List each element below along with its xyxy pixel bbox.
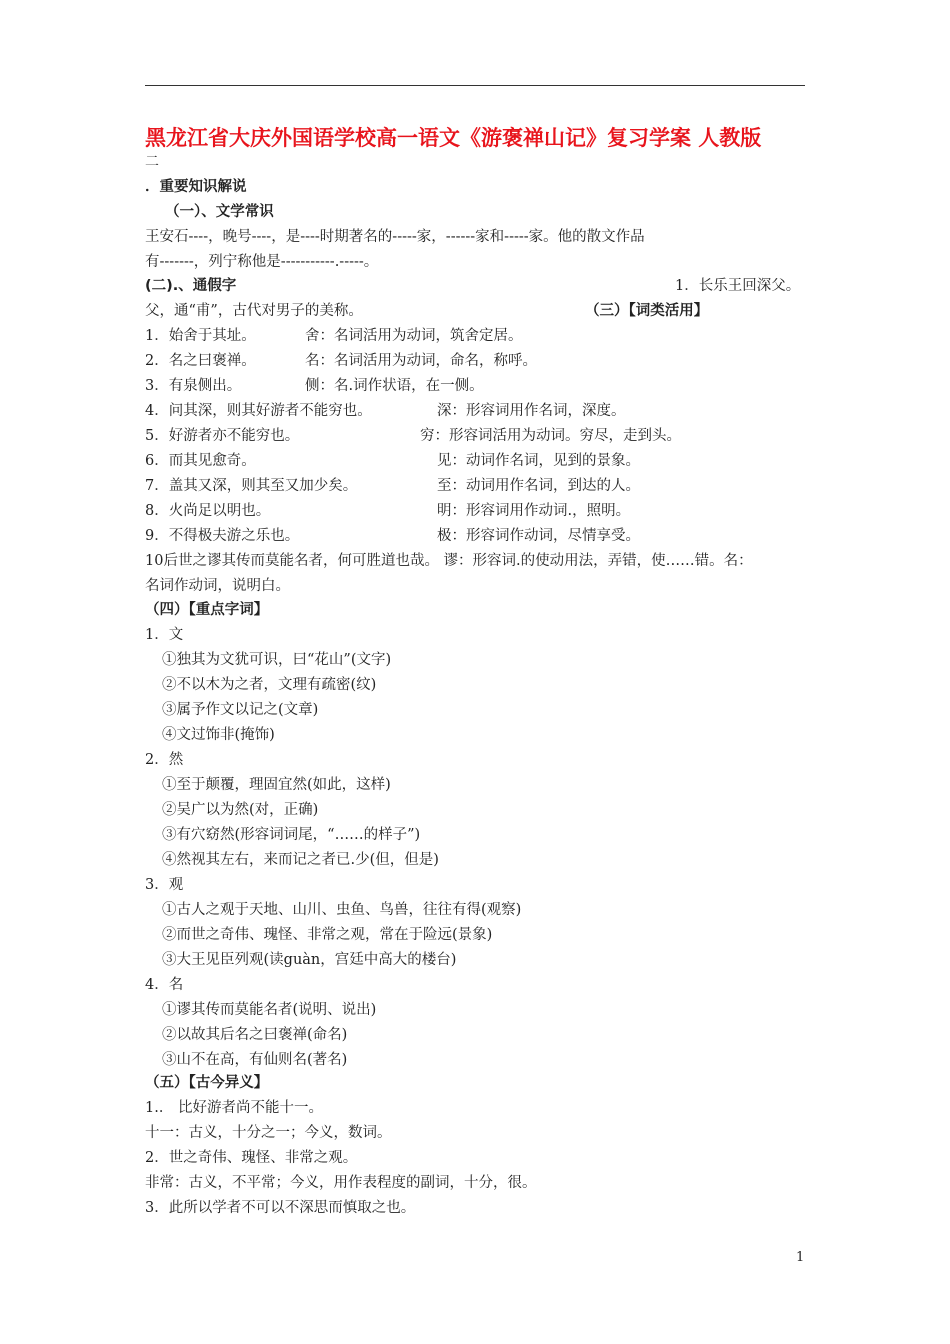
key-word-sense: ②吴广以为然(对，正确) (162, 802, 319, 818)
tongjiazi-item-1: 1．长乐王回深父。 (675, 278, 801, 294)
document-title: 黑龙江省大庆外国语学校高一语文《游褒禅山记》复习学案 人教版 (145, 126, 762, 150)
word-class-item-10-line-2: 名词作动词，说明白。 (145, 578, 290, 594)
key-word-sense: ④文过饰非(掩饰) (162, 727, 275, 743)
section-heading-word-class: （三）【词类活用】 (585, 303, 709, 319)
word-class-item-1: 1．始舍于其址。 (145, 328, 256, 344)
key-word-label: 3．观 (145, 877, 184, 893)
key-word-label: 1．文 (145, 627, 184, 643)
key-word-sense: ①谬其传而莫能名者(说明、说出) (162, 1002, 377, 1018)
literature-line-1: 王安石----，晚号----，是----时期著名的-----家，------家和-----家。他的散文作品 (145, 229, 645, 245)
ancient-modern-line: 3．此所以学者不可以不深思而慎取之也。 (145, 1200, 416, 1216)
ancient-modern-line: 2．世之奇伟、瑰怪、非常之观。 (145, 1150, 358, 1166)
section-heading-knowledge: ．重要知识解说 (145, 179, 247, 195)
word-class-note-4: 深：形容词用作名词，深度。 (437, 403, 626, 419)
word-class-item-6: 6．而其见愈奇。 (145, 453, 256, 469)
section-heading-key-words: （四）【重点字词】 (145, 602, 269, 618)
key-word-sense: ③有穴窈然(形容词词尾，“……的样子”) (162, 827, 421, 843)
key-word-sense: ①至于颠覆，理固宜然(如此，这样) (162, 777, 391, 793)
section-heading-tongjiazi: (二).、通假字 (145, 278, 237, 294)
key-word-label: 2．然 (145, 752, 184, 768)
word-class-note-8: 明：形容词用作动词.，照明。 (437, 503, 631, 519)
key-word-sense: ④然视其左右，来而记之者已.少(但，但是) (162, 852, 439, 868)
key-word-sense: ①独其为文犹可识，曰“花山”(文字) (162, 652, 392, 668)
ancient-modern-line: 非常：古义，不平常；今义，用作表程度的副词，十分，很。 (145, 1175, 537, 1191)
word-class-note-6: 见：动词作名词，见到的景象。 (437, 453, 640, 469)
ancient-modern-line: 1.． 比好游者尚不能十一。 (145, 1100, 323, 1116)
literature-line-2: 有-------，列宁称他是-----------.-----。 (145, 254, 379, 270)
header-rule (145, 85, 805, 86)
section-heading-ancient-modern: （五）【古今异义】 (145, 1075, 269, 1091)
ancient-modern-line: 十一：古义，十分之一；今义，数词。 (145, 1125, 392, 1141)
word-class-item-5: 5．好游者亦不能穷也。 (145, 428, 300, 444)
page-number: 1 (796, 1250, 805, 1265)
word-class-note-7: 至：动词用作名词，到达的人。 (437, 478, 640, 494)
word-class-item-2: 2．名之曰褒禅。 (145, 353, 256, 369)
key-word-sense: ②以故其后名之曰褒禅(命名) (162, 1027, 348, 1043)
word-class-item-8: 8．火尚足以明也。 (145, 503, 271, 519)
key-word-sense: ③山不在高，有仙则名(著名) (162, 1052, 348, 1068)
word-class-note-9: 极：形容词作动词，尽情享受。 (437, 528, 640, 544)
word-class-note-5: 穷：形容词活用为动词。穷尽，走到头。 (420, 428, 681, 444)
word-class-item-3: 3．有泉侧出。 (145, 378, 242, 394)
section-heading-literature: （一）、文学常识 (165, 204, 274, 220)
word-class-item-9: 9．不得极夫游之乐也。 (145, 528, 300, 544)
word-class-item-7: 7．盖其又深，则其至又加少矣。 (145, 478, 358, 494)
key-word-sense: ①古人之观于天地、山川、虫鱼、鸟兽，往往有得(观察) (162, 902, 522, 918)
word-class-item-4: 4．问其深，则其好游者不能穷也。 (145, 403, 372, 419)
key-word-sense: ②而世之奇伟、瑰怪、非常之观，常在于险远(景象) (162, 927, 493, 943)
tongjiazi-note-1: 父，通“甫”，古代对男子的美称。 (145, 303, 363, 319)
key-word-sense: ②不以木为之者，文理有疏密(纹) (162, 677, 377, 693)
word-class-note-3: 侧：名.词作状语，在一侧。 (305, 378, 484, 394)
word-class-note-1: 舍：名词活用为动词，筑舍定居。 (305, 328, 523, 344)
key-word-sense: ③属予作文以记之(文章) (162, 702, 319, 718)
word-class-note-2: 名：名词活用为动词，命名，称呼。 (305, 353, 537, 369)
word-class-item-10-line-1: 10后世之谬其传而莫能名者，何可胜道也哉。 谬：形容词.的使动用法，弄错，使……错。名： (145, 553, 753, 569)
document-title-continuation: 二 (145, 154, 159, 170)
key-word-sense: ③大王见臣列观(读guàn，宫廷中高大的楼台) (162, 952, 457, 968)
key-word-label: 4．名 (145, 977, 184, 993)
